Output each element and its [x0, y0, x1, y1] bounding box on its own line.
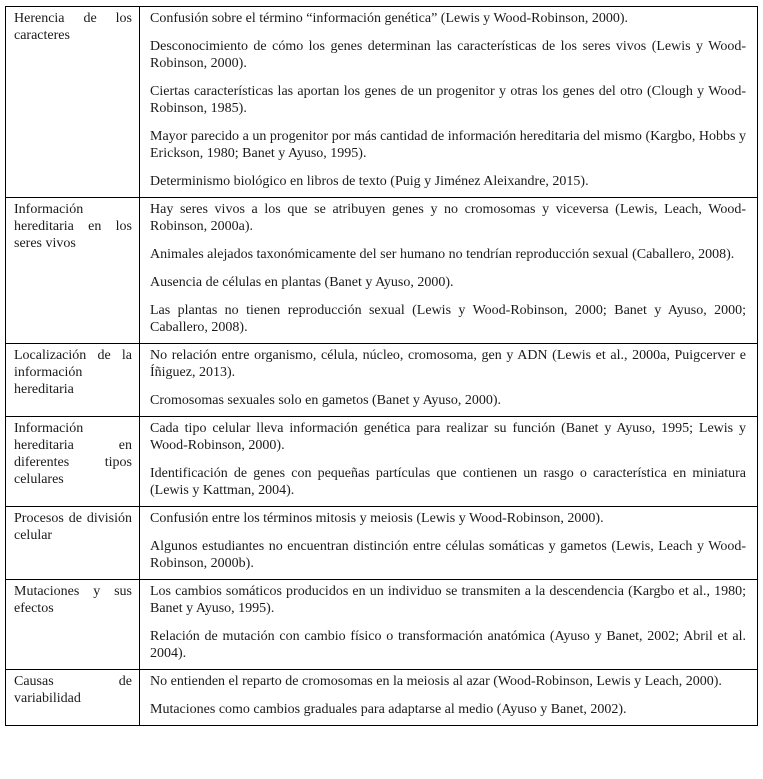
- items-cell: [140, 670, 758, 726]
- misconceptions-table: [5, 6, 758, 726]
- items-cell: [140, 417, 758, 507]
- category-cell: Información hereditaria en diferentes tipos celulares: [6, 417, 140, 507]
- misconception-item: Ciertas características las aportan los genes de un progenitor y otras los genes del otro (Clough y Wood-Robinson, 1985).: [150, 84, 746, 116]
- misconception-item: Identificación de genes con pequeñas partículas que contienen un rasgo o característica en miniatura (Lewis y Kattman, 2004).: [150, 466, 746, 498]
- misconception-item: Hay seres vivos a los que se atribuyen genes y no cromosomas y viceversa (Lewis, Leach, Wood-Robinson, 2000a).: [150, 202, 746, 234]
- misconception-item: Ausencia de células en plantas (Banet y Ayuso, 2000).: [150, 275, 454, 290]
- misconception-item: Cada tipo celular lleva información genética para realizar su función (Banet y Ayuso, 1995; Lewis y Wood-Robinson, 2000).: [150, 421, 746, 453]
- table-row: [6, 344, 758, 417]
- items-cell: [140, 507, 758, 580]
- items-cell: [140, 580, 758, 670]
- misconception-item: Los cambios somáticos producidos en un individuo se transmiten a la descendencia (Kargbo et al., 1980; Banet y Ayuso, 1995).: [150, 584, 746, 616]
- category-cell: Mutaciones y sus efectos: [6, 580, 140, 670]
- table-row: [6, 580, 758, 670]
- misconception-item: Mutaciones como cambios graduales para adaptarse al medio (Ayuso y Banet, 2002).: [150, 702, 627, 717]
- misconception-item: Mayor parecido a un progenitor por más cantidad de información hereditaria del mismo (Kargbo, Hobbs y Erickson, 1980; Banet y Ayuso, 1995).: [150, 129, 746, 161]
- table-row: [6, 198, 758, 344]
- category-cell: Causas de variabilidad: [6, 670, 140, 726]
- category-cell: Procesos de división celular: [6, 507, 140, 580]
- category-cell: Herencia de los caracteres: [6, 7, 140, 198]
- misconception-item: No relación entre organismo, célula, núcleo, cromosoma, gen y ADN (Lewis et al., 2000a, Puigcerver e Íñiguez, 2013).: [150, 348, 746, 380]
- table-body: [6, 7, 758, 726]
- table-row: [6, 507, 758, 580]
- misconception-item: Confusión sobre el término “información genética” (Lewis y Wood-Robinson, 2000).: [150, 11, 629, 26]
- misconception-item: Desconocimiento de cómo los genes determinan las características de los seres vivos (Lewis y Wood-Robinson, 2000).: [150, 39, 746, 71]
- misconception-item: Algunos estudiantes no encuentran distinción entre células somáticas y gametos (Lewis, Leach y Wood-Robinson, 2000b).: [150, 539, 746, 571]
- items-cell: [140, 198, 758, 344]
- items-cell: [140, 7, 758, 198]
- misconception-item: No entienden el reparto de cromosomas en la meiosis al azar (Wood-Robinson, Lewis y Leach, 2000).: [150, 674, 722, 689]
- misconception-item: Confusión entre los términos mitosis y meiosis (Lewis y Wood-Robinson, 2000).: [150, 511, 604, 526]
- table-row: [6, 7, 758, 198]
- items-cell: [140, 344, 758, 417]
- misconception-item: Relación de mutación con cambio físico o transformación anatómica (Ayuso y Banet, 2002; Abril et al. 2004).: [150, 629, 746, 661]
- table-row: [6, 417, 758, 507]
- category-cell: Localización de la información hereditaria: [6, 344, 140, 417]
- category-cell: Información hereditaria en los seres vivos: [6, 198, 140, 344]
- misconception-item: Las plantas no tienen reproducción sexual (Lewis y Wood-Robinson, 2000; Banet y Ayuso, 2000; Caballero, 2008).: [150, 303, 746, 335]
- misconception-item: Animales alejados taxonómicamente del ser humano no tendrían reproducción sexual (Caballero, 2008).: [150, 247, 735, 262]
- misconception-item: Cromosomas sexuales solo en gametos (Banet y Ayuso, 2000).: [150, 393, 502, 408]
- table-row: [6, 670, 758, 726]
- misconception-item: Determinismo biológico en libros de texto (Puig y Jiménez Aleixandre, 2015).: [150, 174, 589, 189]
